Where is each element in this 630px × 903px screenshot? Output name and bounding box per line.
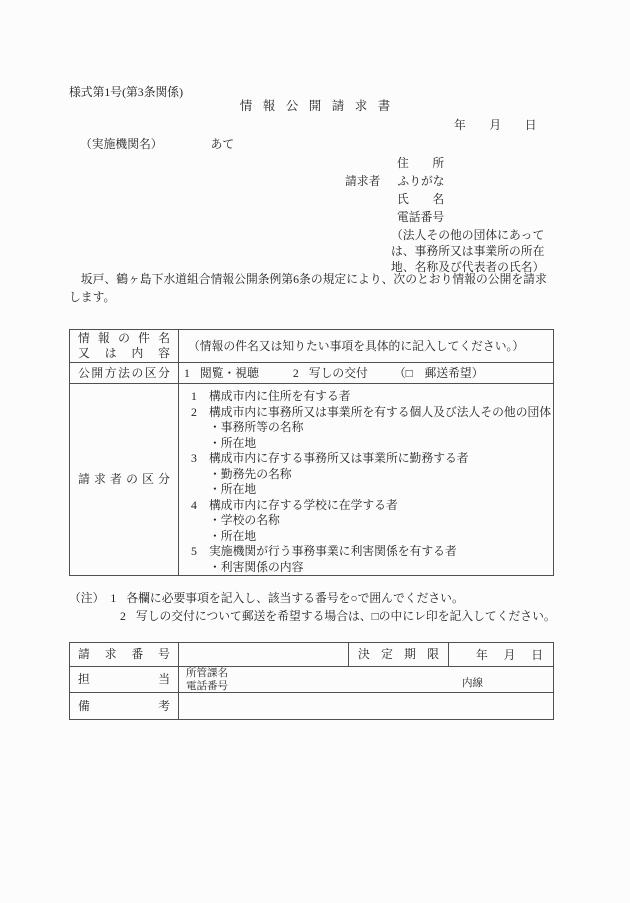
category-subitem: ・利害関係の内容	[209, 559, 304, 574]
request-subject-label-line2: 又 は 内 容	[78, 346, 170, 360]
note-text: 写しの交付について郵送を希望する場合は、□の中にレ印を記入してください。	[135, 609, 556, 623]
implementing-agency-label: （実施機関名）	[80, 137, 163, 151]
category-text: 実施機関が行う事務事業に利害関係を有する者	[209, 544, 457, 558]
category-item	[191, 451, 553, 467]
requester-line	[345, 172, 544, 190]
address-label: 住 所	[397, 156, 445, 170]
option1-label: 閲覧・視聴	[199, 366, 259, 380]
option2-label: 写しの交付	[308, 366, 368, 380]
addressee-line	[80, 136, 234, 152]
note-number: 1	[110, 591, 117, 605]
form-number: 様式第1号(第3条関係)	[69, 85, 184, 99]
category-subitem: ・勤務先の名称	[209, 466, 292, 481]
body-paragraph	[69, 271, 547, 306]
category-number: 5	[191, 544, 197, 558]
notes-block	[69, 589, 556, 625]
requester-block	[345, 154, 544, 275]
request-subject-label	[70, 330, 179, 362]
requester-label: 請求者	[345, 174, 381, 188]
disclosure-method-options	[179, 363, 553, 383]
staff-label	[70, 667, 179, 692]
category-number: 1	[191, 389, 197, 403]
category-text: 構成市内に住所を有する者	[209, 389, 351, 403]
decision-date-value: 年 月 日	[476, 647, 545, 662]
category-item	[191, 405, 553, 421]
corporate-note-line: 地、名称及び代表者の氏名）	[391, 260, 545, 274]
staff-row	[70, 667, 553, 693]
furigana-label: ふりがな	[397, 174, 445, 188]
note-line-1	[69, 589, 556, 607]
request-number-row	[70, 643, 553, 667]
department-label: 所管課名	[186, 668, 228, 679]
body-paragraph-line: します。	[69, 289, 116, 304]
option1-number: 1	[184, 366, 190, 380]
addressee-suffix: あて	[210, 137, 235, 151]
category-subitem: ・学校の名称	[209, 513, 280, 527]
date-line: 年 月 日	[454, 118, 537, 132]
request-subject-value	[179, 330, 553, 362]
remarks-label-text: 備 考	[78, 698, 170, 713]
staff-label-text: 担 当	[78, 672, 170, 686]
category-text: 構成市内に存する事務所又は事業所に勤務する者	[209, 451, 469, 465]
request-number-label-text: 請 求 番 号	[78, 647, 170, 661]
category-subitem: ・所在地	[209, 435, 257, 450]
body-paragraph-line: 坂戸、鶴ヶ島下水道組合情報公開条例第6条の規定により、次のとおり情報の公開を請求	[69, 272, 547, 286]
requester-category-row	[70, 384, 553, 575]
phone-number-label: 電話番号	[186, 680, 228, 692]
corporate-note-line: は、事務所又は事業所の所在	[391, 244, 545, 258]
phone-label: 電話番号	[397, 210, 445, 224]
remarks-value	[179, 693, 553, 719]
category-item	[191, 498, 553, 514]
page-title: 情報公開請求書	[239, 99, 401, 113]
mail-checkbox-option: （□ 郵送希望）	[393, 366, 484, 380]
category-item	[191, 544, 553, 560]
note-prefix: （注）	[69, 591, 105, 605]
disclosure-method-row	[70, 363, 553, 384]
category-number: 3	[191, 451, 197, 465]
office-table	[69, 642, 554, 720]
category-subitem: ・事務所等の名称	[209, 420, 304, 434]
category-subitem: ・所在地	[209, 528, 257, 543]
request-subject-label-line1: 情 報 の 件 名	[78, 331, 170, 345]
corporate-note	[345, 227, 544, 275]
category-number: 4	[191, 497, 197, 512]
requester-category-list	[179, 384, 553, 575]
requester-category-label-text: 請 求 者 の 区 分	[78, 472, 170, 486]
category-text: 構成市内に存する学校に在学する者	[209, 497, 398, 512]
decision-deadline-label-text: 決 定 期 限	[358, 647, 439, 661]
requester-category-label	[70, 384, 179, 575]
disclosure-method-label	[70, 363, 179, 383]
extension-label: 内線	[462, 677, 483, 689]
request-subject-row	[70, 330, 553, 363]
request-number-value	[179, 643, 349, 666]
category-item	[191, 389, 553, 405]
category-number: 2	[191, 404, 197, 419]
note-text: 各欄に必要事項を記入し、該当する番号を○で囲んでください。	[126, 591, 464, 605]
staff-detail-cell	[179, 667, 553, 692]
request-number-label	[70, 643, 179, 666]
note-line-2	[69, 607, 556, 625]
decision-deadline-label	[349, 643, 449, 666]
decision-date-cell	[449, 643, 553, 666]
disclosure-method-label-text: 公 開 方 法 の 区 分	[78, 365, 170, 380]
name-label: 氏 名	[397, 192, 445, 206]
request-table	[69, 329, 554, 576]
remarks-label	[70, 693, 179, 719]
request-subject-hint: （情報の件名又は知りたい事項を具体的に記入してください。）	[188, 339, 525, 353]
category-subitem: ・所在地	[209, 482, 257, 496]
option2-number: 2	[292, 366, 299, 380]
remarks-row	[70, 693, 553, 719]
note-number: 2	[120, 609, 126, 623]
category-text: 構成市内に事務所又は事業所を有する個人及び法人その他の団体	[209, 404, 552, 419]
corporate-note-line: （法人その他の団体にあって	[391, 228, 545, 242]
